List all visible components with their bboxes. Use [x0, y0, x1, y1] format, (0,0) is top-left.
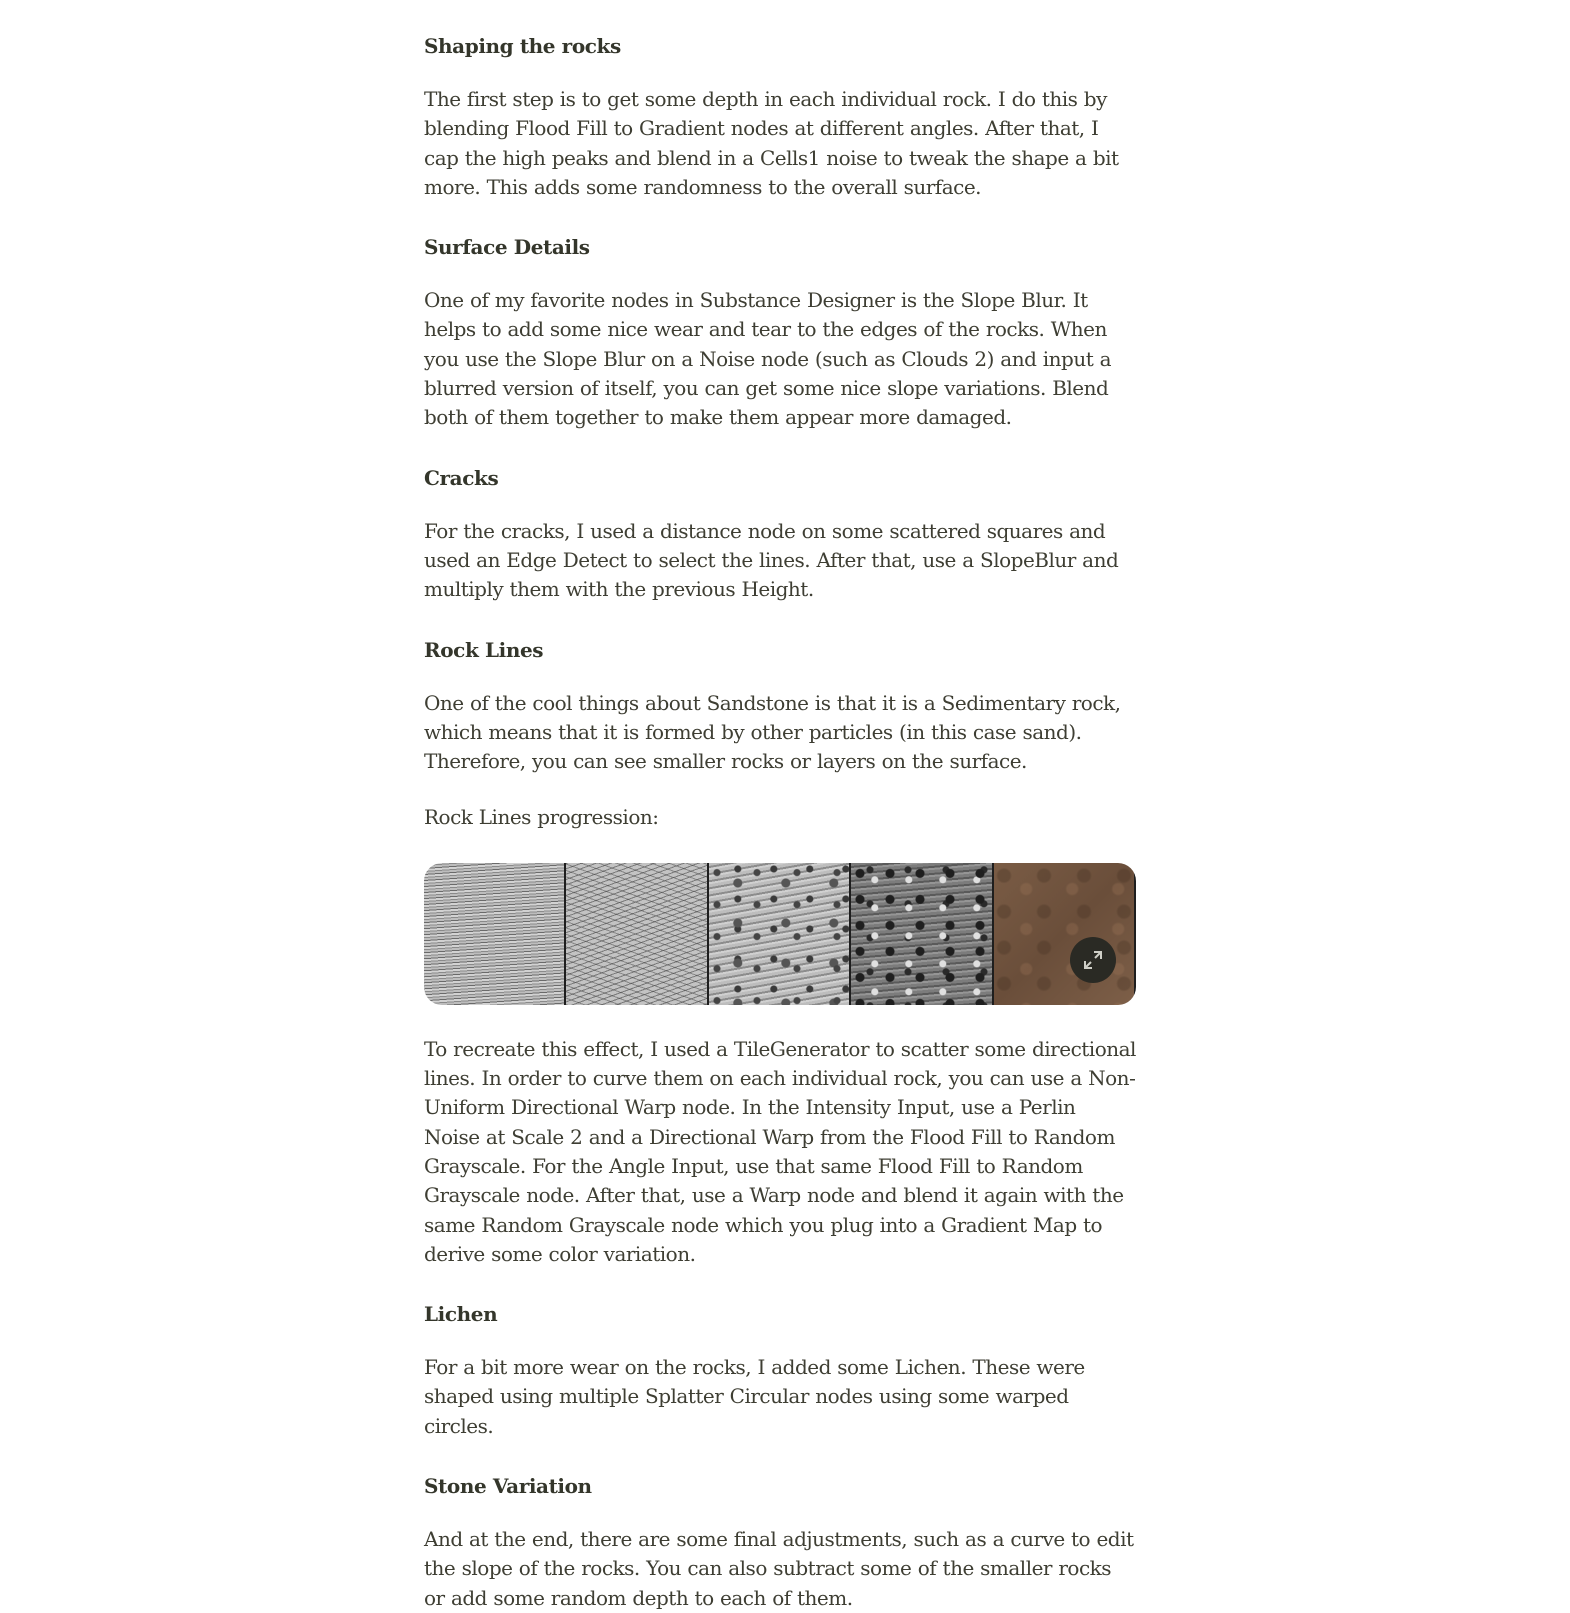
heading-shaping-the-rocks: Shaping the rocks	[424, 34, 621, 58]
gallery-tile-lines-grayscale[interactable]	[424, 863, 566, 1005]
paragraph-shaping-the-rocks: The first step is to get some depth in each individual rock. I do this by blending Flood Fill to Gradient nodes at different angles. After that, I cap the high peaks and blend in a Cells1 noise to tweak the shape a bit more. This adds some randomness to the overall surface.	[424, 87, 1119, 199]
paragraph-rock-lines: One of the cool things about Sandstone is that it is a Sedimentary rock, which means that it is formed by other particles (in this case sand). Therefore, you can see smaller rocks or layers on the surface.	[424, 690, 1121, 774]
paragraph-rock-lines-method: To recreate this effect, I used a TileGenerator to scatter some directional lines. In order to curve them on each individual rock, you can use a Non-Uniform Directional Warp node. In the Intensity Input, use a Perlin Noise at Scale 2 and a Directional Warp from the Flood Fill to Random Grayscale. For the Angle Input, use that same Flood Fill to Random Grayscale node. After that, use a Warp node and blend it again with the same Random Grayscale node which you plug into a Gradient Map to derive some color variation.	[424, 1036, 1136, 1266]
heading-cracks: Cracks	[424, 465, 499, 490]
heading-lichen: Lichen	[424, 1302, 498, 1327]
rock-lines-gallery[interactable]	[424, 863, 1136, 1005]
article-body	[424, 28, 1136, 1613]
paragraph-stone-variation: And at the end, there are some final adjustments, such as a curve to edit the slope of the rocks. You can also subtract some of the smaller rocks or add some random depth to each of them.	[424, 1527, 1134, 1610]
expand-gallery-button[interactable]	[1070, 937, 1116, 983]
gallery-tile-rock-dark-detail[interactable]	[851, 863, 993, 1005]
heading-surface-details: Surface Details	[424, 235, 590, 260]
gallery-tile-color-variation[interactable]	[994, 863, 1136, 1005]
gallery-tile-rock-detail[interactable]	[709, 863, 851, 1005]
paragraph-lichen: For a bit more wear on the rocks, I added some Lichen. These were shaped using multiple Splatter Circular nodes using some warped circles.	[424, 1355, 1085, 1438]
paragraph-surface-details: One of my favorite nodes in Substance Designer is the Slope Blur. It helps to add some nice wear and tear to the edges of the rocks. When you use the Slope Blur on a Noise node (such as Clouds 2) and input a blurred version of itself, you can get some nice slope variations. Blend both of them together to make them appear more damaged.	[424, 288, 1112, 430]
paragraph-cracks: For the cracks, I used a distance node on some scattered squares and used an Edge Detect to select the lines. After that, use a SlopeBlur and multiply them with the previous Height.	[424, 518, 1119, 602]
expand-icon	[1081, 948, 1105, 972]
heading-rock-lines: Rock Lines	[424, 637, 544, 662]
gallery-tile-warped-lines[interactable]	[566, 863, 708, 1005]
paragraph-rock-lines-progression: Rock Lines progression:	[424, 805, 659, 830]
heading-stone-variation: Stone Variation	[424, 1474, 592, 1499]
